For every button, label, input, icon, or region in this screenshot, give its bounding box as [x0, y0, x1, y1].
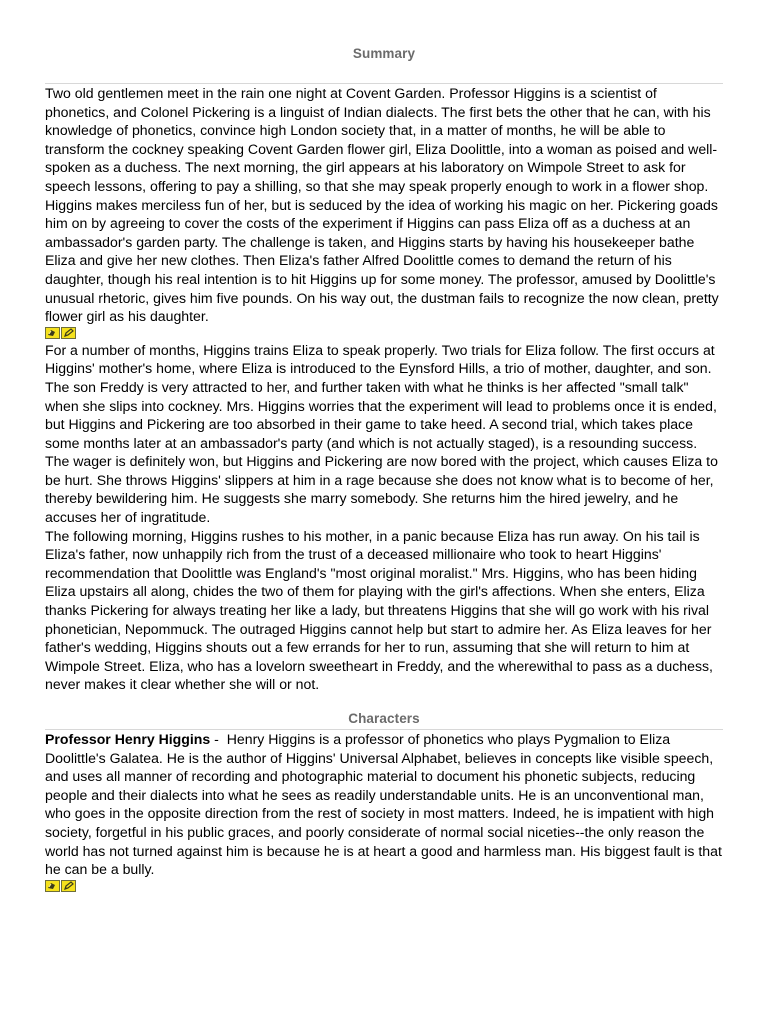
summary-paragraph-3: The following morning, Higgins rushes to his mother, in a panic because Eliza has run away. On his tail is Eliza's father, now unhappily rich from the trust of a deceased millionaire who took to heart Higgins' recommendation that Doolittle was England's "most original moralist." Mrs. Higgins, who has been hiding Eliza upstairs all along, chides the two of them for playing with the girl's affections. When she enters, Eliza thanks Pickering for always treating her like a lady, but threatens Higgins that she will go work with his rival phonetician, Nepommuck. The outraged Higgins cannot help but start to admire her. As Eliza leaves for her father's wedding, Higgins shouts out a few errands for her to run, assuming that she will return to him at Wimpole Street. Eliza, who has a lovelorn sweetheart in Freddy, and the wherewithal to pass as a duchess, never makes it clear whether she will or not.	[45, 527, 713, 693]
characters-heading: Characters	[348, 711, 420, 726]
character-entry-higgins	[45, 730, 723, 879]
summary-heading: Summary	[352, 46, 416, 61]
summary-paragraph-1: Two old gentlemen meet in the rain one night at Covent Garden. Professor Higgins is a scientist of phonetics, and Colonel Pickering is a linguist of Indian dialects. The first bets the other that he can, with his knowledge of phonetics, convince high London society that, in a matter of months, he will be able to transform the cockney speaking Covent Garden flower girl, Eliza Doolittle, into a woman as poised and well-spoken as a duchess. The next morning, the girl appears at his laboratory on Wimpole Street to ask for speech lessons, offering to pay a shilling, so that she may speak properly enough to work in a flower shop. Higgins makes merciless fun of her, but is seduced by the idea of working his magic on her. Pickering goads him on by agreeing to cover the costs of the experiment if Higgins can pass Eliza off as a duchess at an ambassador's garden party. The challenge is taken, and Higgins starts by having his housekeeper bathe Eliza and give her new clothes. Then Eliza's father Alfred Doolittle comes to demand the return of his daughter, though his real intention is to hit Higgins up for some money. The professor, amused by Doolittle's unusual rhetoric, gives him five pounds. On his way out, the dustman fails to recognize the now clean, pretty flower girl as his daughter.	[45, 85, 719, 325]
note-icon[interactable]	[45, 327, 60, 339]
document-page	[45, 0, 723, 894]
character-name: Professor Henry Higgins	[45, 731, 211, 747]
character-description: Henry Higgins is a professor of phonetics who plays Pygmalion to Eliza Doolittle's Galatea. He is the author of Higgins' Universal Alphabet, believes in concepts like visible speech, and uses all manner of recording and photographic material to document his phonetic subjects, reducing people and their dialects into what he sees as readily understandable units. He is an unconventional man, who goes in the opposite direction from the rest of society in most matters. Indeed, he is impatient with high society, forgetful in his public graces, and poorly considerate of normal social niceties--the only reason the world has not turned against him is because he is at heart a good and harmless man. His biggest fault is that he can be a bully.	[45, 731, 722, 878]
edit-icon[interactable]	[61, 327, 76, 339]
summary-annotation-icons	[45, 327, 723, 341]
summary-paragraph-2: For a number of months, Higgins trains Eliza to speak properly. Two trials for Eliza follow. The first occurs at Higgins' mother's home, where Eliza is introduced to the Eynsford Hills, a trio of mother, daughter, and son. The son Freddy is very attracted to her, and further taken with what he thinks is her affected "small talk" when she slips into cockney. Mrs. Higgins worries that the experiment will lead to problems once it is ended, but Higgins and Pickering are too absorbed in their game to take heed. A second trial, which takes place some months later at an ambassador's party (and which is not actually staged), is a resounding success. The wager is definitely won, but Higgins and Pickering are now bored with the project, which causes Eliza to be hurt. She throws Higgins' slippers at him in a rage because she does not know what is to become of her, thereby bewildering him. He suggests she marry somebody. She returns him the hired jewelry, and he accuses her of ingratitude.	[45, 341, 718, 526]
characters-annotation-icons	[45, 880, 723, 894]
note-icon[interactable]	[45, 880, 60, 892]
edit-icon[interactable]	[61, 880, 76, 892]
character-separator: -	[210, 731, 223, 747]
